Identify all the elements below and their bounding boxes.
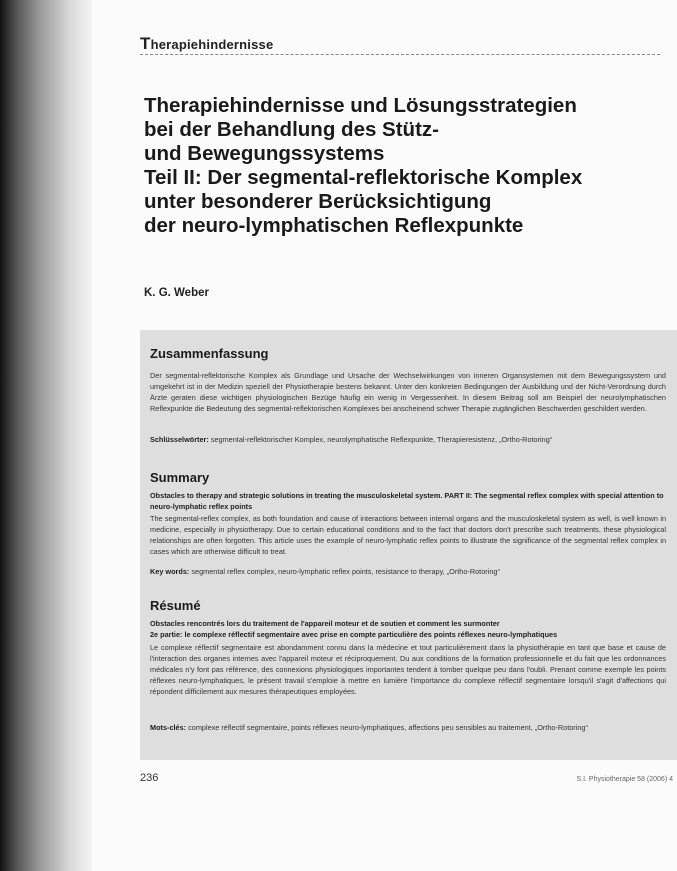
abstract-box xyxy=(140,330,677,760)
scan-shadow-edge xyxy=(0,0,92,871)
author-name: K. G. Weber xyxy=(144,287,209,299)
page-number: 236 xyxy=(140,772,159,784)
heading-zusammenfassung: Zusammenfassung xyxy=(150,346,269,361)
article-title xyxy=(144,94,674,238)
english-keywords-label: Key words: xyxy=(150,567,190,576)
french-keywords-text: complexe réflectif segmentaire, points réflexes neuro-lymphatiques, affections peu sensibles au traitement, „Ortho-Rotoring“ xyxy=(188,723,588,732)
french-abstract-text: Le complexe réflectif segmentaire est abondamment connu dans la médecine et tout particulièrement dans la physiothérapie en tant que base et cause de l'interaction des organes internes avec l'appareil moteur et réciproquement. Du aux conditions de la formation professionnelle et du fait que les ordonnances médicales n'y font pas référence, des connexions physiologiques importantes tendent à tomber quelque peu dans l'oubli. Prenant comme exemple les points réflexes neuro-lymphatiques, le présent travail s'emploie à mettre en lumière l'importance du complexe réflectif segmentaire lorsqu'il s'agit d'affections qui répondent difficilement aux mesures thérapeutiques employées. xyxy=(150,643,666,696)
german-keywords-text: segmental-reflektorischer Komplex, neurolymphatische Reflexpunkte, Therapieresistenz, „Ortho-Rotoring“ xyxy=(210,435,553,444)
english-keywords-text: segmental reflex complex, neuro-lymphatic reflex points, resistance to therapy, „Ortho-Rotoring“ xyxy=(191,567,500,576)
french-subtitle-2: 2e partie: le complexe réflectif segmentaire avec prise en compte particulière des points réflexes neuro-lymphatiques xyxy=(150,630,558,639)
german-abstract-text: Der segmental-reflektorische Komplex als Grundlage und Ursache der Wechselwirkungen von inneren Organsystemen mit dem Bewegungssystem und umgekehrt ist in der Medizin speziell der Physiotherapie bestens bekannt. Unter den konkreten Bedingungen der Ausbildung und der Nicht-Verordnung durch Ärzte geraten diese wichtigen physiologischen Bezüge häufig ein wenig in Vergessenheit. In diesem Beitrag soll am Beispiel der neurolymphatischen Reflexpunkte die Bedeutung des segmental-reflektorischen Komplexes bei anscheinend schwer Therapie zugänglichen Beschwerden geschildert werden. xyxy=(150,371,666,413)
english-keywords xyxy=(150,566,666,577)
running-header xyxy=(140,32,660,55)
heading-summary: Summary xyxy=(150,470,210,485)
french-keywords xyxy=(150,722,666,733)
title-line: und Bewegungssystems xyxy=(144,142,385,165)
title-line: bei der Behandlung des Stütz- xyxy=(144,118,439,141)
title-line: der neuro-lymphatischen Reflexpunkte xyxy=(144,214,524,237)
running-head-rest: herapiehindernisse xyxy=(150,37,274,52)
document-page xyxy=(92,0,677,871)
english-subtitle: Obstacles to therapy and strategic solutions in treating the musculoskeletal system. PART II: The segmental reflex complex with special attention to neuro-lymphatic reflex points xyxy=(150,491,664,511)
german-keywords xyxy=(150,434,666,445)
title-line: Therapiehindernisse und Lösungsstrategien xyxy=(144,94,577,117)
title-line: Teil II: Der segmental-reflektorische Komplex xyxy=(144,166,583,189)
heading-resume: Résumé xyxy=(150,598,201,613)
english-abstract-text: The segmental-reflex complex, as both foundation and cause of interactions between internal organs and the musculoskeletal system as well, is well known in medicine, especially in physiotherapy. Due to certain educational conditions and to the fact that doctors don't prescribe such treatments, these physiological relationships are often forgotten. This article uses the example of neuro-lymphatic reflex points to illustrate the significance of the segmental reflex complex in cases which are otherwise difficult to treat. xyxy=(150,514,666,556)
running-head-text xyxy=(140,34,273,54)
journal-citation: S.I. Physiotherapie 58 (2006) 4 xyxy=(576,776,673,783)
running-head-initial: T xyxy=(140,34,151,53)
french-keywords-label: Mots-clés: xyxy=(150,723,187,732)
title-line: unter besonderer Berücksichtigung xyxy=(144,190,492,213)
german-keywords-label: Schlüsselwörter: xyxy=(150,435,209,444)
french-subtitle-1: Obstacles rencontrés lors du traitement de l'appareil moteur et de soutien et comment les surmonter xyxy=(150,619,500,628)
